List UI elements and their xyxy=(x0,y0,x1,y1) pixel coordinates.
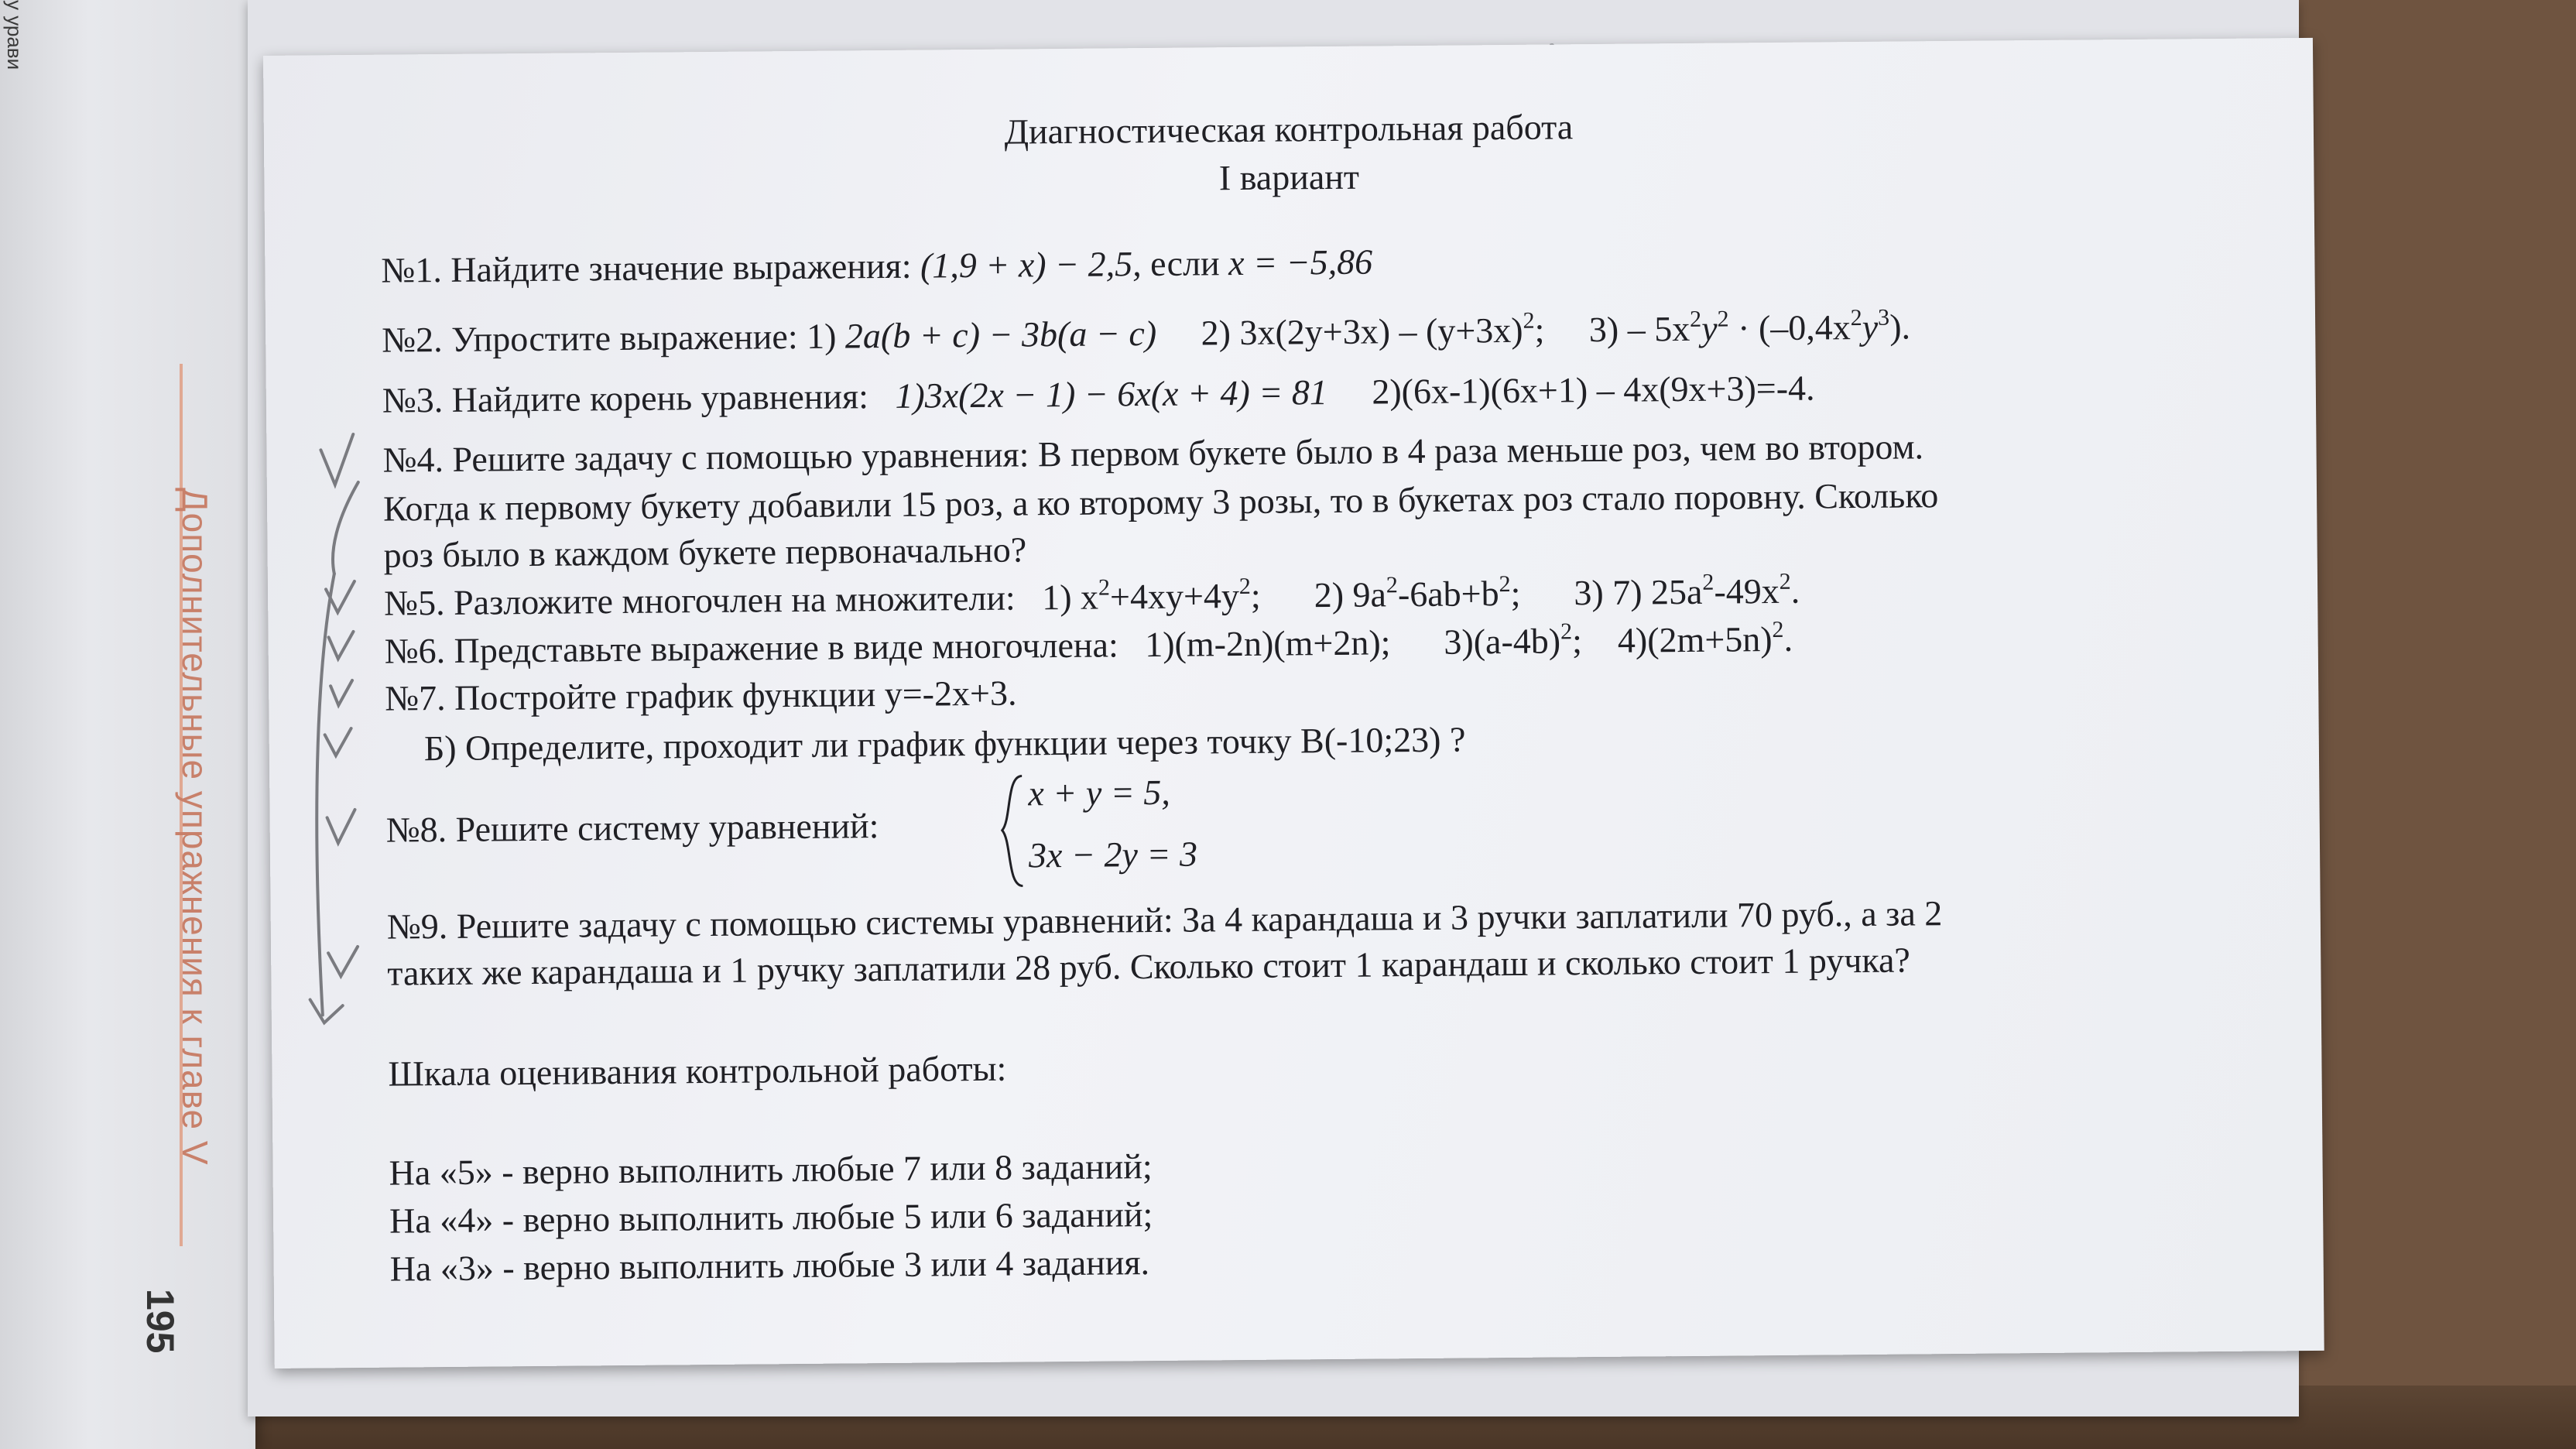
task-expression: 3) – 5x xyxy=(1588,308,1690,350)
task-expression: y xyxy=(1862,307,1879,347)
task-number: №6. xyxy=(384,630,446,671)
punctuation: . xyxy=(1790,570,1800,611)
punctuation: ; xyxy=(1571,621,1583,661)
book-page xyxy=(0,0,255,1449)
task-4-line-3: роз было в каждом букете первоначально? xyxy=(383,529,1027,575)
task-number: №5. xyxy=(383,582,445,623)
task-text: Решите задачу с помощью уравнения: В первом букете было в 4 раза меньше роз, чем во втором. xyxy=(452,426,1924,479)
scale-item: На «3» - верно выполнить любые 3 или 4 задания. xyxy=(389,1242,1150,1289)
task-text: Решите систему уравнений: xyxy=(455,806,879,849)
task-expression: 1) x xyxy=(1041,577,1099,618)
task-number: №9. xyxy=(386,906,448,947)
task-text: Разложите многочлен на множители: xyxy=(453,577,1016,622)
task-7-subtask: Б) Определите, проходит ли график функции через точку B(-10;23) ? xyxy=(423,719,1466,769)
task-4 xyxy=(382,426,1923,480)
system-brace xyxy=(997,772,1029,889)
task-9-line-2: таких же карандаша и 1 ручку заплатили 28 руб. Сколько стоит 1 карандаш и сколько стоит 1 ручка? xyxy=(387,940,1911,993)
worksheet-variant: I вариант xyxy=(1218,156,1360,198)
task-expression: 3)(a-4b) xyxy=(1444,621,1561,662)
worksheet xyxy=(263,38,2324,1368)
task-expression: 1)(m-2n)(m+2n); xyxy=(1145,622,1391,665)
task-6 xyxy=(384,617,1793,672)
superscript: 2 xyxy=(1386,572,1398,598)
book-edge-text: у урави xyxy=(3,0,26,70)
pencil-arrow-line xyxy=(332,482,359,574)
pencil-arrow-line xyxy=(314,574,337,1015)
punctuation: ; xyxy=(1250,575,1261,615)
task-condition-expression: x = −5,86 xyxy=(1228,242,1373,283)
task-4-line-2: Когда к первому букету добавили 15 роз, а ко второму 3 розы, то в букетах роз стало поровну. Сколько xyxy=(382,475,1939,529)
task-expression: ). xyxy=(1889,307,1911,347)
task-9 xyxy=(387,892,1943,947)
task-expression: +4xy+4y xyxy=(1109,576,1240,617)
task-number: №7. xyxy=(385,677,446,718)
book-running-head: Дополнительные упражнения к главе V xyxy=(175,488,215,1166)
punctuation: . xyxy=(1783,618,1793,659)
task-condition: если xyxy=(1149,243,1220,284)
task-1 xyxy=(381,242,1372,291)
pencil-check-mark xyxy=(328,947,358,976)
task-2 xyxy=(382,304,1910,360)
task-expression: 2a(b + c) − 3b(a − c) xyxy=(844,313,1157,356)
superscript: 2 xyxy=(1772,616,1784,643)
task-expression: -49x xyxy=(1714,570,1780,611)
scale-item: На «5» - верно выполнить любые 7 или 8 заданий; xyxy=(389,1146,1153,1193)
task-expression: 3) 7) 25a xyxy=(1574,571,1703,613)
task-number: №4. xyxy=(382,439,444,480)
task-expression: (1,9 + x) − 2,5, xyxy=(920,244,1142,286)
superscript: 2 xyxy=(1850,304,1862,331)
task-3 xyxy=(382,368,1815,421)
task-number: №3. xyxy=(382,379,444,420)
superscript: 2 xyxy=(1717,306,1729,332)
pencil-check-mark xyxy=(331,680,352,705)
superscript: 2 xyxy=(1689,306,1702,332)
pencil-check-mark xyxy=(328,632,353,659)
pencil-check-mark xyxy=(320,434,354,485)
worksheet-title: Диагностическая контрольная работа xyxy=(1004,107,1574,152)
superscript: 2 xyxy=(1702,569,1714,595)
scale-title: Шкала оценивания контрольной работы: xyxy=(388,1048,1007,1094)
punctuation: ; xyxy=(1510,573,1521,613)
pencil-check-mark xyxy=(327,810,355,843)
task-expression: y xyxy=(1701,308,1718,348)
task-number: №1. xyxy=(381,249,443,290)
pencil-arrow-head xyxy=(310,999,343,1023)
pencil-check-mark xyxy=(325,728,351,755)
task-part-label: 1) xyxy=(806,316,837,356)
task-expression: 2) 3x(2y+3x) – (y+3x) xyxy=(1201,310,1523,353)
task-text: Упростите выражение: xyxy=(450,316,798,359)
superscript: 2 xyxy=(1779,568,1791,594)
task-text: Постройте график функции y=-2x+3. xyxy=(454,673,1017,718)
task-expression: 4)(2m+5n) xyxy=(1617,619,1773,660)
superscript: 2 xyxy=(1499,570,1511,598)
task-text: Решите задачу с помощью системы уравнений: За 4 карандаша и 3 ручки заплатили 70 руб., а за 2 xyxy=(456,893,1943,946)
task-number: №8. xyxy=(385,809,447,850)
task-text: Представьте выражение в виде многочлена: xyxy=(454,625,1118,670)
task-text: Найдите корень уравнения: xyxy=(451,376,869,420)
punctuation: ; xyxy=(1534,310,1545,350)
system-equation-2: 3x − 2y = 3 xyxy=(1028,834,1198,875)
task-text: Найдите значение выражения: xyxy=(450,245,912,289)
scale-item: На «4» - верно выполнить любые 5 или 6 заданий; xyxy=(389,1194,1153,1241)
task-5 xyxy=(384,569,1800,624)
task-expression: · (–0,4x xyxy=(1728,307,1851,348)
task-expression: 2) 9a xyxy=(1314,574,1387,615)
superscript: 2 xyxy=(1523,307,1535,334)
task-expression: 2)(6x-1)(6x+1) – 4x(9x+3)=-4. xyxy=(1372,368,1815,412)
system-equation-1: x + y = 5, xyxy=(1028,772,1170,814)
superscript: 2 xyxy=(1098,574,1111,601)
superscript: 3 xyxy=(1877,304,1890,331)
superscript: 2 xyxy=(1560,618,1573,645)
task-expression: 1)3x(2x − 1) − 6x(x + 4) = 81 xyxy=(895,372,1328,416)
pencil-marks xyxy=(263,53,505,1101)
task-number: №2. xyxy=(381,319,443,360)
superscript: 2 xyxy=(1238,573,1251,600)
task-expression: -6ab+b xyxy=(1397,574,1499,615)
book-page-number: 195 xyxy=(139,1289,182,1354)
